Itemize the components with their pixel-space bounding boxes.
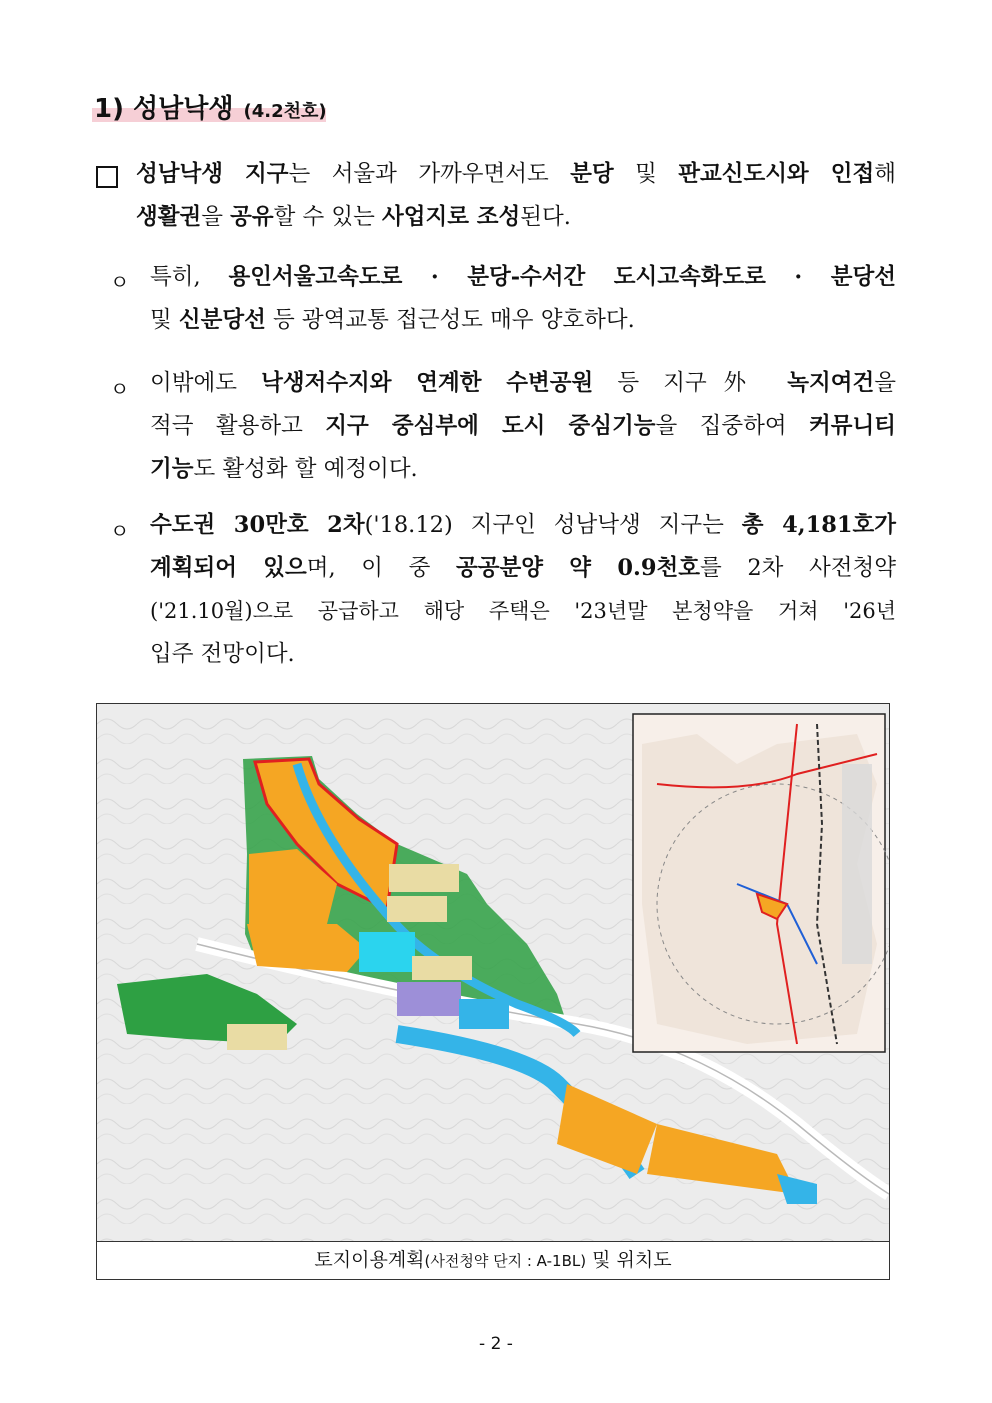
paragraph-2-line-2: 및 신분당선 등 광역교통 접근성도 매우 양호하다. [150, 307, 635, 333]
block-r2 [227, 1024, 287, 1050]
figure-caption [97, 1242, 889, 1279]
school-block [359, 932, 415, 972]
paragraph-4 [150, 504, 896, 676]
caption-main: 토지이용계획 [314, 1249, 425, 1271]
paragraph-2-line-1: 특히, 용인서울고속도로 · 분당-수서간 도시고속화도로 · 분당선 [150, 264, 896, 290]
square-bullet-icon [96, 166, 118, 188]
circle-bullet-icon: ㅇ [110, 519, 130, 543]
caption-end: 및 위치도 [586, 1249, 672, 1271]
block-r1 [389, 864, 459, 892]
paragraph-2 [150, 256, 896, 342]
caption-detail: (사전청약 단지 : A-1BL) [424, 1252, 587, 1270]
circle-bullet-icon: ㅇ [110, 270, 130, 294]
section-subtitle: (4.2천호) [243, 101, 327, 122]
paragraph-3-line-1: 이밖에도 낙생저수지와 연계한 수변공원 등 지구外 녹지여건을 [150, 370, 896, 396]
block-d1bl [387, 896, 447, 922]
paragraph-3-line-3: 기능도 활성화 할 예정이다. [150, 456, 418, 482]
land-use-map [97, 704, 889, 1242]
block-r3 [412, 956, 472, 980]
reservoir-block [459, 999, 509, 1029]
section-heading [94, 88, 327, 122]
paragraph-4-line-4: 입주 전망이다. [150, 641, 295, 667]
paragraph-1-line-2: 생활권을 공유할 수 있는 사업지로 조성된다. [136, 204, 571, 230]
location-inset-map [633, 714, 889, 1052]
land-use-figure [96, 703, 890, 1280]
section-title: 1) 성남낙생 [94, 94, 234, 124]
paragraph-4-line-1: 수도권 30만호 2차('18.12) 지구인 성남낙생 지구는 총 4,181호가 [150, 512, 897, 538]
paragraph-4-line-3: ('21.10월)으로 공급하고 해당 주택은 '23년말 본청약을 거쳐 '26년 [150, 599, 896, 623]
paragraph-1-line-1: 성남낙생 지구는 서울과 가까우면서도 분당 및 판교신도시와 인접해 [136, 161, 896, 187]
paragraph-3 [150, 362, 896, 491]
land-use-plan-map [97, 704, 889, 1241]
page-number: - 2 - [479, 1334, 513, 1354]
community-block [397, 982, 461, 1016]
circle-bullet-icon: ㅇ [110, 377, 130, 401]
paragraph-3-line-2: 적극 활용하고 지구 중심부에 도시 중심기능을 집중하여 커뮤니티 [150, 413, 896, 439]
paragraph-1 [136, 153, 896, 239]
paragraph-4-line-2: 계획되어 있으며, 이 중 공공분양 약 0.9천호를 2차 사전청약 [150, 555, 896, 581]
